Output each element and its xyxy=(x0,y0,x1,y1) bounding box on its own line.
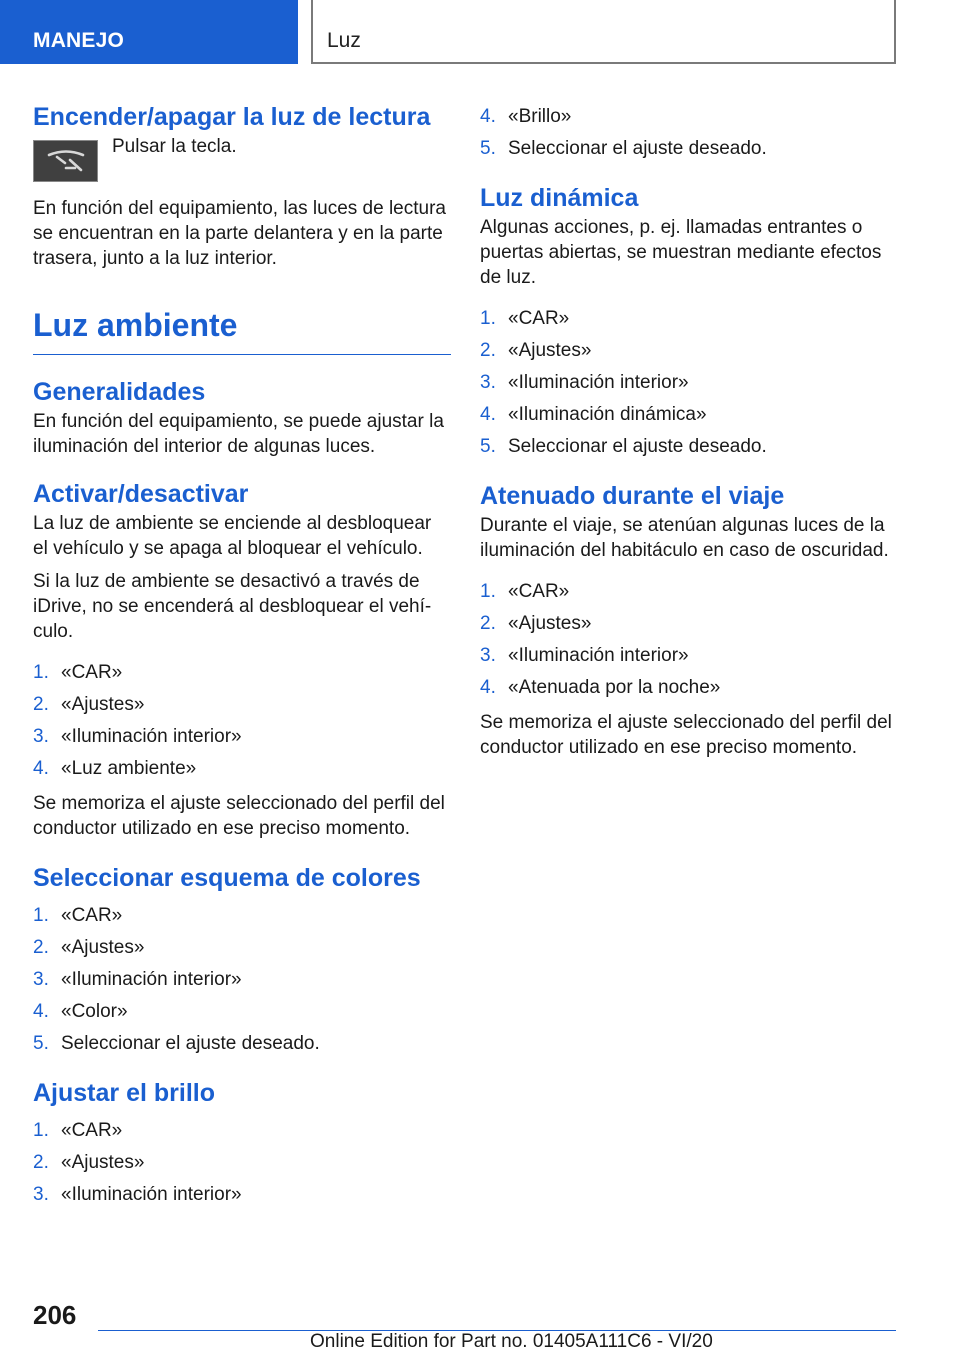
step-number: 2. xyxy=(33,936,49,958)
step-text: «Ajustes» xyxy=(508,340,592,361)
step-number: 2. xyxy=(33,1151,49,1173)
step-text: «CAR» xyxy=(508,581,570,602)
chapter-tab xyxy=(311,0,896,64)
dimmed-body: Durante el viaje, se atenúan algunas luces de la iluminación del habitáculo en caso de oscuridad. xyxy=(480,515,889,561)
dimmed-note: Se memoriza el ajuste seleccionado del perfil del conductor utilizado en ese preciso momento. xyxy=(480,712,892,758)
list-item xyxy=(33,935,451,960)
edition-text: Online Edition for Part no. 01405A111C6 - VI/20 xyxy=(310,1331,713,1352)
step-text: «Luz ambiente» xyxy=(61,757,197,779)
step-number: 2. xyxy=(33,693,49,715)
step-text: Seleccionar el ajuste deseado. xyxy=(61,1032,320,1054)
section-tab xyxy=(0,0,298,64)
dimmed-steps xyxy=(480,579,898,700)
step-number: 4. xyxy=(480,677,496,698)
step-text: «CAR» xyxy=(61,661,123,683)
step-text: «Ajustes» xyxy=(61,1151,145,1173)
dimmed-heading: Atenuado durante el viaje xyxy=(480,482,785,510)
step-number: 4. xyxy=(33,757,49,779)
step-number: 3. xyxy=(480,645,496,666)
general-body: En función del equipamiento, se puede ajustar la iluminación del interior de algunas luces. xyxy=(33,410,444,457)
step-number: 3. xyxy=(33,968,49,990)
step-number: 1. xyxy=(480,308,496,329)
step-number: 2. xyxy=(480,340,496,361)
activate-paragraph-1: La luz de ambiente se enciende al desbloquear el vehículo y se apaga al bloquear el vehículo. xyxy=(33,512,432,559)
list-item xyxy=(33,999,451,1024)
step-text: «Brillo» xyxy=(508,106,572,127)
step-number: 4. xyxy=(480,106,496,127)
colors-heading: Seleccionar esquema de colores xyxy=(33,863,421,892)
step-number: 3. xyxy=(33,1183,49,1205)
reading-light-caption: Pulsar la tecla. xyxy=(112,136,237,157)
step-text: «CAR» xyxy=(508,308,570,329)
step-text: «Ajustes» xyxy=(508,613,592,634)
list-item xyxy=(480,643,898,668)
step-text: «Ajustes» xyxy=(61,693,145,715)
list-item xyxy=(33,724,451,749)
list-item xyxy=(480,675,898,700)
dynamic-light-heading: Luz dinámica xyxy=(480,184,639,212)
step-number: 3. xyxy=(480,372,496,393)
chapter-label: Luz xyxy=(327,29,361,52)
step-text: «Ajustes» xyxy=(61,936,145,958)
list-item xyxy=(480,370,898,395)
list-item xyxy=(33,756,451,781)
page-number: 206 xyxy=(33,1300,77,1330)
left-column xyxy=(33,100,451,1217)
list-item xyxy=(33,692,451,717)
brightness-steps-continued xyxy=(480,104,898,161)
step-text: «Iluminación interior» xyxy=(61,968,242,990)
step-number: 3. xyxy=(33,725,49,747)
ambient-light-heading: Luz ambiente xyxy=(33,299,451,355)
list-item xyxy=(33,1031,451,1056)
list-item xyxy=(33,1150,451,1175)
list-item xyxy=(33,1182,451,1207)
step-text: Seleccionar el ajuste deseado. xyxy=(508,138,767,159)
brightness-heading: Ajustar el brillo xyxy=(33,1078,215,1107)
step-number: 1. xyxy=(33,904,49,926)
step-number: 2. xyxy=(480,613,496,634)
step-number: 5. xyxy=(480,138,496,159)
step-text: «Iluminación interior» xyxy=(61,725,242,747)
right-column xyxy=(480,100,898,768)
activate-note: Se memoriza el ajuste seleccionado del perfil del conductor utilizado en ese preciso momento. xyxy=(33,792,445,839)
reading-light-icon xyxy=(33,140,98,182)
list-item xyxy=(33,967,451,992)
general-heading: Generalidades xyxy=(33,377,206,406)
list-item xyxy=(480,611,898,636)
reading-light-heading: Encender/apagar la luz de lectura xyxy=(33,103,431,131)
list-item xyxy=(480,579,898,604)
step-number: 4. xyxy=(480,404,496,425)
section-label: MANEJO xyxy=(33,29,125,52)
list-item xyxy=(480,338,898,363)
step-number: 5. xyxy=(33,1032,49,1054)
step-number: 1. xyxy=(33,661,49,683)
step-text: «Iluminación dinámica» xyxy=(508,404,707,425)
list-item xyxy=(480,306,898,331)
step-text: «Iluminación interior» xyxy=(508,372,689,393)
step-text: «Atenuada por la noche» xyxy=(508,677,721,698)
activate-paragraph-2: Si la luz de ambiente se desactivó a través de iDrive, no se encenderá al desbloquear el vehículo. xyxy=(33,570,432,642)
dynamic-light-body: Algunas acciones, p. ej. llamadas entrantes o puertas abiertas, se muestran mediante efectos de luz. xyxy=(480,217,882,288)
dynamic-steps xyxy=(480,306,898,459)
list-item xyxy=(480,434,898,459)
list-item xyxy=(33,1118,451,1143)
step-text: «Iluminación interior» xyxy=(61,1183,242,1205)
step-text: «CAR» xyxy=(61,904,123,926)
reading-light-key-row xyxy=(33,136,451,182)
colors-steps xyxy=(33,903,451,1056)
activate-heading: Activar/desactivar xyxy=(33,479,249,508)
step-number: 4. xyxy=(33,1000,49,1022)
list-item xyxy=(480,402,898,427)
step-text: «CAR» xyxy=(61,1119,123,1141)
brightness-steps xyxy=(33,1118,451,1207)
list-item xyxy=(480,136,898,161)
list-item xyxy=(33,660,451,685)
step-text: Seleccionar el ajuste deseado. xyxy=(508,436,767,457)
step-number: 5. xyxy=(480,436,496,457)
list-item xyxy=(480,104,898,129)
step-number: 1. xyxy=(480,581,496,602)
step-text: «Iluminación interior» xyxy=(508,645,689,666)
step-text: «Color» xyxy=(61,1000,128,1022)
list-item xyxy=(33,903,451,928)
reading-light-body: En función del equipamiento, las luces de lectura se encuentran en la parte delantera y en la parte trasera, junto a la luz interior. xyxy=(33,198,446,269)
activate-steps xyxy=(33,660,451,781)
step-number: 1. xyxy=(33,1119,49,1141)
